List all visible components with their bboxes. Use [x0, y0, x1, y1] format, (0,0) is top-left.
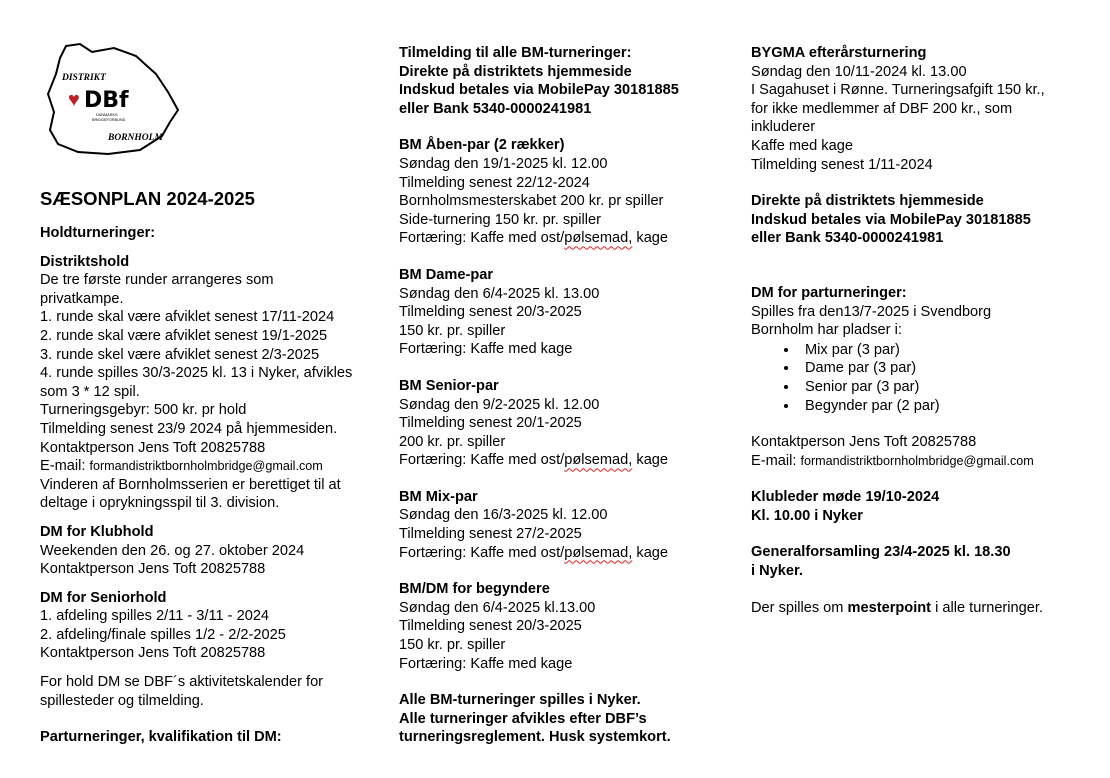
- text-line: Kontaktperson Jens Toft 20825788: [40, 561, 266, 578]
- text-line: 2. runde skal være afviklet senest 19/1-2025: [40, 327, 328, 344]
- text-line: inkluderer: [751, 119, 816, 136]
- text-line: Bornholmsmesterskabet 200 kr. pr spiller: [399, 193, 664, 210]
- text-line: Bornholm har pladser i:: [751, 322, 902, 339]
- outro-line: Alle BM-turneringer spilles i Nyker.: [399, 692, 641, 709]
- text-line: 150 kr. pr. spiller: [399, 322, 506, 339]
- catering-line: [399, 544, 679, 563]
- logo-bornholm-text: BORNHOLM: [108, 133, 163, 143]
- email-link[interactable]: formandistriktbornholmbridge@gmail.com: [89, 459, 323, 474]
- text-line: Tilmelding senest 20/3-2025: [399, 304, 582, 321]
- email-line: [40, 457, 352, 476]
- text-line: 3. runde skel være afviklet senest 2/3-2025: [40, 346, 320, 363]
- damepar-heading: BM Dame-par: [399, 266, 494, 283]
- spellcheck-word: pølsemad,: [564, 452, 633, 469]
- seniorpar-heading: BM Senior-par: [399, 377, 499, 394]
- catering-text: Fortæring: Kaffe med ost/: [399, 544, 565, 561]
- text-line: Fortæring: Kaffe med kage: [399, 655, 573, 672]
- column-left: [40, 188, 352, 747]
- text-line: 1. runde skal være afviklet senest 17/11-2024: [40, 309, 335, 326]
- mesterpoint-line: [751, 599, 1045, 618]
- aabenpar-heading: BM Åben-par (2 rækker): [399, 137, 565, 154]
- intro-line: Tilmelding til alle BM-turneringer:: [399, 45, 632, 61]
- catering-text: kage: [632, 452, 669, 469]
- catering-text: Fortæring: Kaffe med ost/: [399, 452, 565, 469]
- text-line: deltage i oprykningsspil til 3. division.: [40, 495, 280, 512]
- text-line: Tilmelding senest 27/2-2025: [399, 526, 582, 543]
- list-item: • Senior par (3 par): [799, 378, 1045, 397]
- list-item: • Mix par (3 par): [799, 341, 1045, 360]
- text-line: Søndag den 9/2-2025 kl. 12.00: [399, 396, 600, 413]
- email-line: [751, 452, 1045, 471]
- text-line: 150 kr. pr. spiller: [399, 637, 506, 654]
- intro-line: Direkte på distriktets hjemmeside: [399, 63, 632, 80]
- text-line: Tilmelding senest 22/12-2024: [399, 174, 590, 191]
- text-line: Tilmelding senest 1/11-2024: [751, 156, 933, 173]
- direkte-line: Direkte på distriktets hjemmeside: [751, 193, 984, 210]
- text-line: Turneringsgebyr: 500 kr. pr hold: [40, 402, 247, 419]
- text-line: Søndag den 16/3-2025 kl. 12.00: [399, 507, 608, 524]
- catering-line: [399, 229, 679, 248]
- dbf-bornholm-logo: [44, 40, 184, 158]
- list-item: • Begynder par (2 par): [799, 397, 1045, 416]
- klubleder-line: Klubleder møde 19/10-2024: [751, 489, 940, 506]
- text-line: Side-turnering 150 kr. pr. spiller: [399, 211, 601, 228]
- outro-line: turneringsreglement. Husk systemkort.: [399, 729, 671, 746]
- generalforsamling-line: Generalforsamling 23/4-2025 kl. 18.30: [751, 544, 1011, 561]
- text-line: Søndag den 6/4-2025 kl.13.00: [399, 599, 596, 616]
- column-middle: [399, 44, 679, 747]
- text-line: Søndag den 19/1-2025 kl. 12.00: [399, 155, 608, 172]
- list-item: • Dame par (3 par): [799, 359, 1045, 378]
- spellcheck-word: pølsemad,: [564, 230, 633, 247]
- direkte-line: eller Bank 5340-0000241981: [751, 230, 944, 247]
- text-line: De tre første runder arrangeres som: [40, 272, 274, 289]
- email-prefix: E-mail:: [40, 458, 90, 475]
- catering-text: Fortæring: Kaffe med ost/: [399, 230, 565, 247]
- mesterpoint-text: i alle turneringer.: [931, 599, 1043, 616]
- text-line: Weekenden den 26. og 27. oktober 2024: [40, 542, 305, 559]
- klubhold-heading: DM for Klubhold: [40, 523, 154, 540]
- text-line: spillesteder og tilmelding.: [40, 692, 204, 709]
- text-line: 1. afdeling spilles 2/11 - 3/11 - 2024: [40, 608, 270, 625]
- text-line: Kaffe med kage: [751, 137, 853, 154]
- dmpar-list: [751, 341, 1045, 415]
- seniorhold-heading: DM for Seniorhold: [40, 589, 167, 606]
- text-line: Kontaktperson Jens Toft 20825788: [40, 645, 266, 662]
- klubleder-line: Kl. 10.00 i Nyker: [751, 507, 863, 524]
- page-title: SÆSONPLAN 2024-2025: [40, 188, 255, 209]
- catering-text: kage: [632, 544, 669, 561]
- mixpar-heading: BM Mix-par: [399, 488, 478, 505]
- text-line: Fortæring: Kaffe med kage: [399, 341, 573, 358]
- column-right: [751, 44, 1045, 617]
- text-line: Søndag den 6/4-2025 kl. 13.00: [399, 285, 600, 302]
- text-line: I Sagahuset i Rønne. Turneringsafgift 150 kr.,: [751, 82, 1045, 99]
- text-line: Tilmelding senest 20/1-2025: [399, 415, 582, 432]
- text-line: privatkampe.: [40, 290, 124, 307]
- dmpar-heading: DM for parturneringer:: [751, 284, 907, 301]
- mesterpoint-text: Der spilles om: [751, 599, 848, 616]
- holdturneringer-heading: Holdturneringer:: [40, 225, 156, 241]
- text-line: som 3 * 12 spil.: [40, 383, 140, 400]
- logo-heart-icon: ♥: [68, 89, 80, 111]
- intro-line: eller Bank 5340-0000241981: [399, 100, 592, 117]
- distriktshold-heading: Distriktshold: [40, 253, 130, 270]
- catering-text: kage: [632, 230, 669, 247]
- intro-line: Indskud betales via MobilePay 30181885: [399, 82, 679, 99]
- text-line: Vinderen af Bornholmsserien er berettiget til at: [40, 476, 341, 493]
- text-line: Tilmelding senest 23/9 2024 på hjemmesiden.: [40, 420, 338, 437]
- text-line: 2. afdeling/finale spilles 1/2 - 2/2-2025: [40, 626, 286, 643]
- email-prefix: E-mail:: [751, 452, 801, 469]
- text-line: for ikke medlemmer af DBF 200 kr., som: [751, 100, 1013, 117]
- logo-sub2-text: BRIDGEFORBUND: [92, 118, 126, 122]
- text-line: 200 kr. pr. spiller: [399, 433, 506, 450]
- logo-brand-text: DBf: [84, 88, 129, 113]
- direkte-line: Indskud betales via MobilePay 30181885: [751, 211, 1031, 228]
- spellcheck-word: pølsemad,: [564, 544, 633, 561]
- generalforsamling-line: i Nyker.: [751, 563, 803, 580]
- catering-line: [399, 451, 679, 470]
- logo-sub1-text: DANMARKS: [96, 113, 118, 117]
- text-line: 4. runde spilles 30/3-2025 kl. 13 i Nyker, afvikles: [40, 365, 353, 382]
- outro-line: Alle turneringer afvikles efter DBF’s: [399, 710, 647, 727]
- text-line: For hold DM se DBF´s aktivitetskalender for: [40, 674, 324, 691]
- text-line: Søndag den 10/11-2024 kl. 13.00: [751, 63, 967, 80]
- text-line: Kontaktperson Jens Toft 20825788: [40, 439, 266, 456]
- parturneringer-heading: Parturneringer, kvalifikation til DM:: [40, 729, 282, 746]
- text-line: Tilmelding senest 20/3-2025: [399, 618, 582, 635]
- begyndere-heading: BM/DM for begyndere: [399, 581, 550, 598]
- mesterpoint-bold: mesterpoint: [847, 599, 932, 616]
- contact-line: Kontaktperson Jens Toft 20825788: [751, 434, 977, 451]
- text-line: Spilles fra den13/7-2025 i Svendborg: [751, 303, 992, 320]
- logo-distrikt-text: DISTRIKT: [62, 73, 106, 83]
- bygma-heading: BYGMA efterårsturnering: [751, 45, 927, 61]
- email-link[interactable]: formandistriktbornholmbridge@gmail.com: [800, 453, 1034, 468]
